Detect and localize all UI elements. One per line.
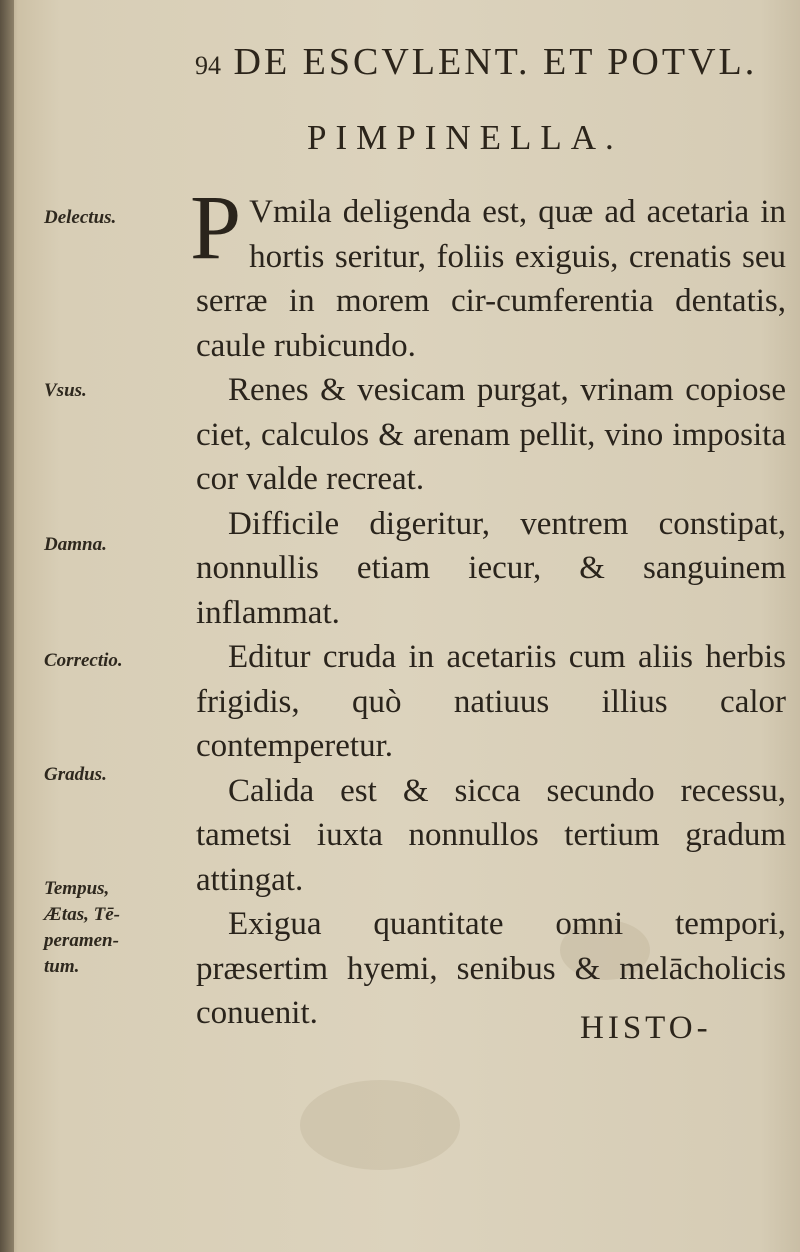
marginal-note-vsus: Vsus.: [44, 380, 87, 401]
drop-cap: P: [190, 176, 242, 278]
paragraph-delectus: [190, 176, 786, 368]
paragraph-text: Vmila deligenda est, quæ ad acetaria in hortis seritur, foliis exiguis, crenatis seu serræ in morem cir-cumferentia dentatis, caule rubicundo.: [196, 194, 786, 364]
body-text: [190, 176, 786, 1036]
paragraph-vsus: Renes & vesicam purgat, vrinam copiose ciet, calculos & arenam pellit, vino imposita cor valde recreat.: [196, 372, 786, 497]
paragraph-damna: Difficile digeritur, ventrem constipat, nonnullis etiam iecur, & sanguinem inflammat.: [196, 505, 786, 631]
page-number: 94: [195, 51, 221, 80]
running-head-title: DE ESCVLENT. ET POTVL.: [233, 41, 758, 83]
marginal-note-damna: Damna.: [44, 534, 107, 555]
running-head: [195, 40, 795, 84]
paragraph-gradus: Calida est & sicca secundo recessu, tametsi iuxta nonnullos tertium gradum attingat.: [196, 772, 786, 898]
paragraph-correctio: Editur cruda in acetariis cum aliis herbis frigidis, quò natiuus illius calor contemperetur.: [196, 639, 786, 764]
page-gutter: [0, 0, 14, 1252]
section-title: PIMPINELLA.: [307, 118, 623, 157]
marginal-note-correctio: Correctio.: [44, 650, 123, 671]
marginal-note-tempus: Tempus, Ætas, Tē- peramen- tum.: [44, 878, 120, 977]
marginal-note-gradus: Gradus.: [44, 764, 107, 785]
catchword: HISTO-: [580, 1010, 712, 1046]
marginal-note-delectus: Delectus.: [44, 207, 117, 228]
paragraph-tempus: Exigua quantitate omni tempori, præsertim hyemi, senibus & melācholicis conuenit.: [196, 906, 786, 1031]
paper-stain: [300, 1080, 460, 1170]
